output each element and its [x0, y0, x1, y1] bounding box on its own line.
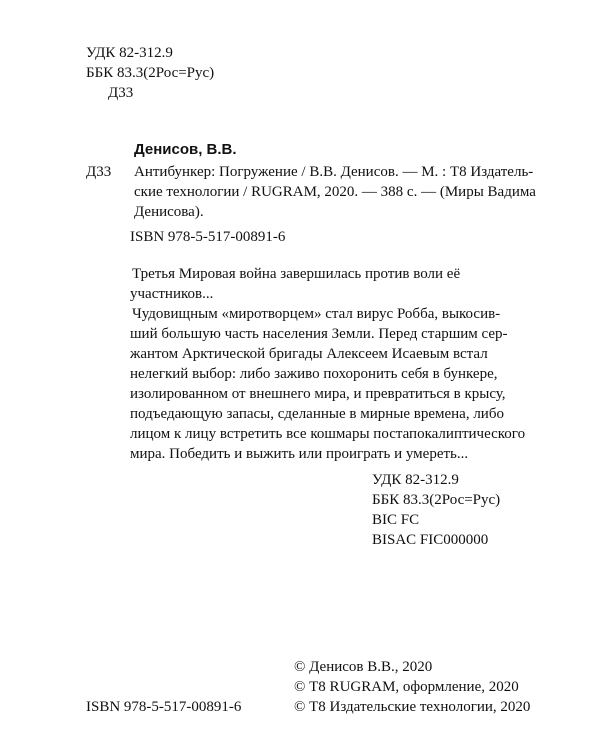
- author-mark-top: Д33: [108, 85, 134, 101]
- annotation-line: нелегкий выбор: либо заживо похоронить себя в бункере,: [130, 366, 498, 382]
- classification-codes: [372, 470, 500, 550]
- copyright-block: [294, 657, 530, 717]
- annotation-line: Чудовищным «миротворцем» стал вирус Робба, выкосив-: [132, 306, 501, 322]
- bibliographic-description: [134, 162, 536, 222]
- description-line: ские технологии / RUGRAM, 2020. — 388 с. — (Миры Вадима: [134, 184, 536, 200]
- annotation-line: Третья Мировая война завершилась против воли её: [132, 266, 461, 282]
- annotation-line: мира. Победить и выжить или проиграть и умереть...: [130, 446, 469, 462]
- annotation-line: участников...: [130, 286, 214, 302]
- bisac-code: BISAC FIC000000: [372, 532, 489, 548]
- copyright-line: © Т8 RUGRAM, оформление, 2020: [294, 679, 519, 695]
- annotation-line: ший большую часть населения Земли. Перед старшим сер-: [130, 326, 508, 342]
- annotation-line: подъедающую запасы, сделанные в мирные времена, либо: [130, 406, 504, 422]
- udk-code-top: УДК 82-312.9: [86, 45, 173, 61]
- copyright-line: © Денисов В.В., 2020: [294, 659, 433, 675]
- isbn-record: ISBN 978-5-517-00891-6: [130, 229, 286, 245]
- description-line: Антибункер: Погружение / В.В. Денисов. — М. : Т8 Издатель-: [134, 164, 534, 180]
- annotation-line: лицом к лицу встретить все кошмары постапокалиптического: [130, 426, 526, 442]
- bic-code: BIC FC: [372, 512, 420, 528]
- annotation-line: изолированном от внешнего мира, и превратиться в крысу,: [130, 386, 506, 402]
- udk-code: УДК 82-312.9: [372, 472, 459, 488]
- author-heading: Денисов, В.В.: [134, 141, 237, 158]
- bbk-code-top: ББК 83.3(2Рос=Рус): [86, 65, 215, 81]
- description-line: Денисова).: [134, 204, 204, 220]
- isbn-footer: ISBN 978-5-517-00891-6: [86, 699, 242, 715]
- annotation-line: жантом Арктической бригады Алексеем Исаевым встал: [130, 346, 488, 362]
- author-mark: Д33: [86, 164, 112, 180]
- annotation: [130, 264, 526, 464]
- copyright-line: © Т8 Издательские технологии, 2020: [294, 699, 531, 715]
- bbk-code: ББК 83.3(2Рос=Рус): [372, 492, 501, 508]
